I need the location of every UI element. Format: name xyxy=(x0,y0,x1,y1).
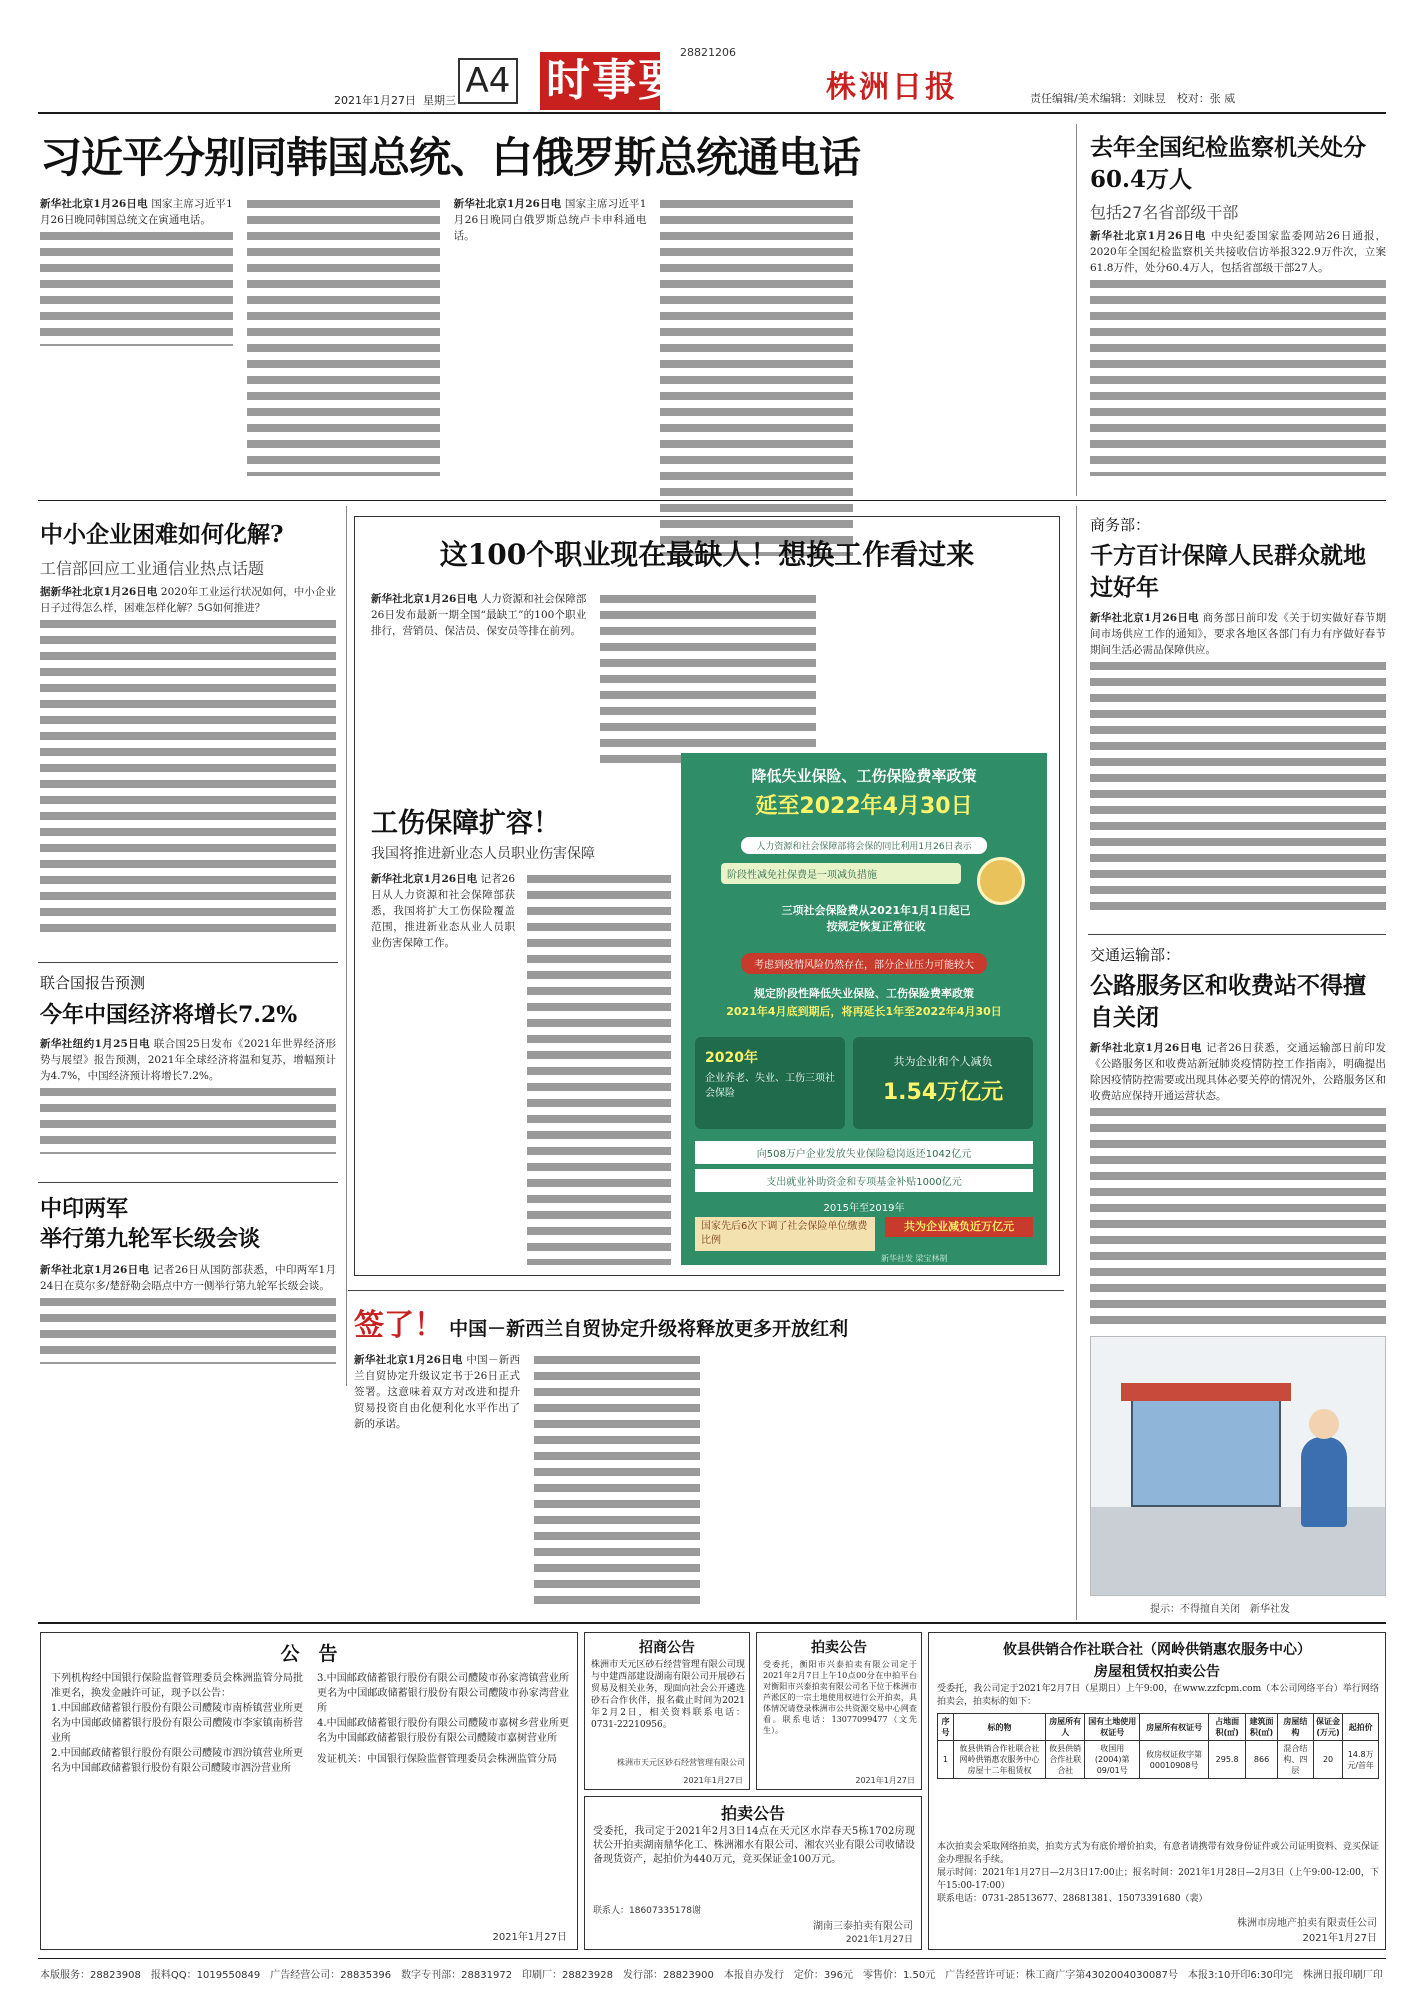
transport-text-lines xyxy=(1090,1104,1386,1324)
infographic-row2: 支出就业补助资金和专项基金补贴1000亿元 xyxy=(695,1169,1033,1192)
auction1-date: 2021年1月27日 xyxy=(855,1776,915,1785)
economy-tag: 联合国报告预测 xyxy=(40,974,146,992)
infographic-card-right xyxy=(853,1037,1033,1129)
fta-body xyxy=(354,1352,1060,1606)
footer-rule xyxy=(38,1958,1386,1959)
sme-body xyxy=(40,584,336,952)
lease-contact: 联系电话：0731-28513677、28681381、15073391680（裴） xyxy=(937,1894,1208,1904)
auction1-ad xyxy=(756,1632,922,1790)
infographic-foot-right: 共为企业减负近万亿元 xyxy=(885,1217,1033,1237)
military-text-lines xyxy=(40,1294,336,1364)
divider-right-top xyxy=(1076,124,1077,496)
transport-headline: 公路服务区和收费站不得擅自关闭 xyxy=(1090,972,1366,1031)
notice-body xyxy=(51,1671,569,1925)
infographic-banner: 人力资源和社会保障部将会保的同比利用1月26日表示 xyxy=(741,837,987,854)
infographic-item1: 阶段性减免社保费是一项减负措施 xyxy=(721,863,961,884)
infographic-item4: 规定阶段性降低失业保险、工伤保险费率政策 xyxy=(754,987,974,1000)
notice-issuer: 发证机关：中国银行保险监督管理委员会株洲监管分局 xyxy=(317,1754,557,1765)
masthead xyxy=(0,0,1420,116)
lease-td: 20 xyxy=(1313,1741,1343,1779)
sme-subhead: 工信部回应工业通信业热点话题 xyxy=(40,559,265,578)
jobs-box xyxy=(354,516,1060,1276)
lease-date: 2021年1月27日 xyxy=(1302,1933,1377,1944)
lease-table xyxy=(937,1713,1379,1779)
ads-rule xyxy=(38,1622,1386,1624)
masthead-rule xyxy=(38,112,1386,114)
lease-table-header xyxy=(938,1714,1379,1741)
lead-text-lines-2 xyxy=(247,196,440,476)
lead-para-1: 新华社北京1月26日电 国家主席习近平1月26日晚同韩国总统文在寅通电话。 xyxy=(40,198,233,226)
injury-para: 新华社北京1月26日电 记者26日从人力资源和社会保障部获悉，我国将扩大工伤保险覆盖范围，推进新业态从业人员职业伤害保障工作。 xyxy=(371,873,515,949)
auction2-ad xyxy=(584,1796,922,1950)
military-body xyxy=(40,1262,336,1380)
commerce-headline: 千方百计保障人民群众就地过好年 xyxy=(1090,542,1366,601)
lead-para-2: 新华社北京1月26日电 国家主席习近平1月26日晚同白俄罗斯总统卢卡申科通电话。 xyxy=(453,198,647,242)
lead-body xyxy=(40,196,1060,496)
notice-title: 公 告 xyxy=(280,1643,338,1665)
divider-col-right xyxy=(1076,506,1077,1620)
infographic-row1: 向508万户企业发放失业保险稳岗返还1042亿元 xyxy=(695,1141,1033,1164)
divider-mid-1 xyxy=(38,500,1386,501)
cartoon-figure xyxy=(1301,1437,1347,1527)
lease-th: 房屋所有权证号 xyxy=(1140,1714,1209,1741)
discipline-body xyxy=(1090,228,1386,490)
notice-date: 2021年1月27日 xyxy=(492,1932,567,1943)
card-left-year: 2020年 xyxy=(705,1050,758,1066)
discipline-headline: 去年全国纪检监察机关处分60.4万人 xyxy=(1090,134,1366,193)
discipline-subhead: 包括27名省部级干部 xyxy=(1090,203,1239,222)
economy-headline: 今年中国经济将增长7.2% xyxy=(40,1002,298,1028)
lease-td: 收国用(2004)第09/01号 xyxy=(1085,1741,1140,1779)
lease-td: 攸县供销合作社联合社网岭供销惠农服务中心房屋十二年租赁权 xyxy=(953,1741,1045,1779)
military-headline-2: 举行第九轮军长级会谈 xyxy=(40,1226,261,1252)
hotline: 28821206 xyxy=(680,46,736,59)
notice-item-4: 4.中国邮政储蓄银行股份有限公司醴陵市嘉树乡营业所更名为中国邮政储蓄银行股份有限公司醴陵市嘉树营业所 xyxy=(317,1718,569,1744)
lease-td: 866 xyxy=(1246,1741,1278,1779)
economy-text-lines xyxy=(40,1084,336,1154)
lease-th: 房屋结构 xyxy=(1278,1714,1314,1741)
lease-td: 攸县供销合作社联合社 xyxy=(1046,1741,1085,1779)
notice-item-2: 2.中国邮政储蓄银行股份有限公司醴陵市泗汾镇营业所更名为中国邮政储蓄银行股份有限公司醴陵市泗汾营业所 xyxy=(51,1748,303,1774)
commerce-text-lines xyxy=(1090,658,1386,918)
jobs-text-lines xyxy=(600,591,815,771)
cartoon-gate xyxy=(1131,1397,1281,1507)
jobs-headline: 这100个职业现在最缺人！想换工作看过来 xyxy=(439,538,975,571)
lead-headline: 习近平分别同韩国总统、白俄罗斯总统通电话 xyxy=(40,133,861,182)
paper-logo: 株洲日报 xyxy=(826,70,958,105)
lead-text-lines-3 xyxy=(660,196,853,556)
discipline-para: 新华社北京1月26日电 中央纪委国家监委网站26日通报，2020年全国纪检监察机关共接收信访举报322.9万件次，立案61.8万件，处分60.4万人，包括省部级干部27人。 xyxy=(1090,230,1386,274)
footer-text: 本版服务：28823908 报料QQ：1019550849 广告经营公司：28835396 数字专刊部：28831972 印刷厂：28823928 发行部：28823900 本报自办发行 定价：396元 零售价：1.50元 广告经营许可证：株工商广字第4302004030087号 本报3:10开印6:30印完 株洲日报印刷厂印 xyxy=(40,1970,1383,1981)
lease-td: 14.8万元/首年 xyxy=(1343,1741,1379,1779)
divider-col-left xyxy=(346,506,347,1386)
recruit-signer: 株洲市天元区砂石经营管理有限公司 xyxy=(617,1758,745,1767)
transport-body xyxy=(1090,1040,1386,1328)
page-number: A4 xyxy=(458,58,518,104)
recruit-body: 株洲市天元区砂石经营管理有限公司现与中建西部建设湖南有限公司开展砂石贸易及相关业务，现面向社会公开遴选砂石合作伙伴，报名截止时间为2021年2月2日，相关资料联系电话：0731-22210956。 xyxy=(591,1660,745,1730)
editors-credit: 责任编辑/美术编辑：刘昧昱 校对：张 威 xyxy=(1030,92,1236,105)
fta-para: 新华社北京1月26日电 中国－新西兰自贸协定升级议定书于26日正式签署。这意味着双方对改进和提升贸易投资自由化便利化水平作出了新的承诺。 xyxy=(354,1354,521,1430)
lease-th: 房屋所有人 xyxy=(1046,1714,1085,1741)
lease-th: 序号 xyxy=(938,1714,954,1741)
jobs-para: 新华社北京1月26日电 人力资源和社会保障部26日发布最新一期全国“最缺工”的100个职业排行，营销员、保洁员、保安员等排在前列。 xyxy=(371,593,587,637)
lease-dates: 展示时间：2021年1月27日—2月3日17:00止；报名时间：2021年1月28日—2月3日（上午9:00-12:00，下午15:00-17:00） xyxy=(937,1868,1379,1891)
fta-headline xyxy=(354,1300,1060,1344)
cartoon-roof xyxy=(1121,1383,1291,1401)
lease-ad xyxy=(928,1632,1386,1950)
recruit-title: 招商公告 xyxy=(639,1640,695,1656)
fta-text-lines xyxy=(534,1352,700,1606)
military-para: 新华社北京1月26日电 记者26日从国防部获悉，中印两军1月24日在莫尔多/楚舒勒会晤点中方一侧举行第九轮军长级会谈。 xyxy=(40,1264,336,1292)
fta-headline-rest: 中国－新西兰自贸协定升级将释放更多开放红利 xyxy=(449,1318,849,1340)
infographic-item2: 三项社会保险费从2021年1月1日起已按规定恢复正常征收 xyxy=(781,904,971,933)
commerce-body xyxy=(1090,610,1386,924)
injury-text-lines xyxy=(527,871,671,1265)
transport-tag: 交通运输部： xyxy=(1090,946,1181,964)
sme-text-lines xyxy=(40,616,336,936)
date-text: 2021年1月27日 星期三 xyxy=(334,94,456,107)
sme-para: 据新华社北京1月26日电 2020年工业运行状况如何，中小企业日子过得怎么样，困难怎样化解？5G如何推进？ xyxy=(40,586,336,614)
section-title-text: 时事要闻 xyxy=(546,55,730,106)
lease-td: 295.8 xyxy=(1209,1741,1246,1779)
lease-notes-text: 本次拍卖会采取网络拍卖，拍卖方式为有底价增价拍卖，有意者请携带有效身份证件或公司证明资料、竞买保证金办理报名手续。 xyxy=(937,1842,1379,1865)
auction1-body: 受委托，衡阳市兴泰拍卖有限公司定于2021年2月7日上午10点00分在中拍平台对衡阳市兴泰拍卖有限公司名下位于株洲市芦淞区的一宗土地使用权进行公开拍卖，具体情况请登录株洲市公共资源交易中心网查看。联系电话：13077099477（文先生）。 xyxy=(763,1660,917,1735)
auction2-title: 拍卖公告 xyxy=(720,1804,785,1823)
infographic-credit: 新华社发 梁宝林制 xyxy=(881,1254,948,1263)
infographic-foot-left: 国家先后6次下调了社会保险单位缴费比例 xyxy=(695,1217,875,1251)
recruit-date: 2021年1月27日 xyxy=(683,1776,743,1785)
lease-th: 保证金(万元) xyxy=(1313,1714,1343,1741)
lease-company: 株洲市房地产拍卖有限责任公司 xyxy=(1237,1918,1377,1929)
lead-text-lines-1 xyxy=(40,228,233,346)
lease-title-1: 攸县供销合作社联合社（网岭供销惠农服务中心） xyxy=(1003,1642,1311,1658)
divider-right-2 xyxy=(1088,934,1386,935)
cartoon-image xyxy=(1090,1336,1386,1596)
infographic-period: 2015年至2019年 xyxy=(823,1203,905,1214)
notice-intro: 下列机构经中国银行保险监督管理委员会株洲监管分局批准更名，换发金融许可证，现予以公告： xyxy=(51,1673,303,1699)
lease-th: 建筑面积(㎡) xyxy=(1246,1714,1278,1741)
table-row xyxy=(938,1741,1379,1779)
auction2-phone: 联系人：18607335178谢 xyxy=(593,1906,701,1916)
lease-td: 1 xyxy=(938,1741,954,1779)
jobs-body xyxy=(371,591,1045,771)
infographic xyxy=(681,753,1047,1265)
economy-body xyxy=(40,1036,336,1168)
infographic-item5: 2021年4月底到期后，将再延长1年至2022年4月30日 xyxy=(726,1005,1002,1018)
lease-td: 混合结构、四层 xyxy=(1278,1741,1314,1779)
auction2-signer: 湖南三泰拍卖有限公司 xyxy=(813,1921,913,1932)
lease-th: 标的物 xyxy=(953,1714,1045,1741)
lease-intro: 受委托，我公司定于2021年2月7日（星期日）上午9:00，在www.zzfcpm.com（本公司网络平台）举行网络拍卖会，拍卖标的如下： xyxy=(937,1684,1379,1707)
auction2-body: 受委托，我司定于2021年2月3日14点在天元区水岸春天5栋1702房现状公开拍卖湖南鼎华化工、株洲湘水有限公司、湘农兴业有限公司收储设备现货资产，起拍价为440万元，竞买保证金100万元。 xyxy=(593,1826,915,1865)
lease-title-2: 房屋租赁权拍卖公告 xyxy=(1094,1664,1220,1680)
injury-body xyxy=(371,871,671,1265)
economy-para: 新华社纽约1月25日电 联合国25日发布《2021年世界经济形势与展望》报告预测，2021年全球经济将温和复苏，增幅预计为4.7%，中国经济预计将增长7.2%。 xyxy=(40,1038,336,1082)
notice-ad xyxy=(40,1632,578,1950)
infographic-item3: 考虑到疫情风险仍然存在，部分企业压力可能较大 xyxy=(741,953,987,974)
discipline-text-lines xyxy=(1090,276,1386,476)
lease-td: 攸房权证攸字第00010908号 xyxy=(1140,1741,1209,1779)
commerce-tag: 商务部： xyxy=(1090,516,1151,534)
lease-th: 国有土地使用权证号 xyxy=(1085,1714,1140,1741)
injury-subhead: 我国将推进新业态人员职业伤害保障 xyxy=(371,846,595,862)
commerce-para: 新华社北京1月26日电 商务部日前印发《关于切实做好春节期间市场供应工作的通知》，要求各地区各部门有力有序做好春节期间生活必需品保障供应。 xyxy=(1090,612,1386,656)
auction2-date: 2021年1月27日 xyxy=(845,1935,913,1945)
lease-th: 起拍价 xyxy=(1343,1714,1379,1741)
sme-headline: 中小企业困难如何化解? xyxy=(40,521,284,548)
photo-caption: 提示：不得擅自关闭 新华社发 xyxy=(1150,1604,1290,1615)
fta-headline-lead: 签了！ xyxy=(354,1308,444,1343)
notice-item-1: 1.中国邮政储蓄银行股份有限公司醴陵市南桥镇营业所更名为中国邮政储蓄银行股份有限公司醴陵市李家镇南桥营业所 xyxy=(51,1703,303,1744)
card-right-label: 共为企业和个人减负 xyxy=(893,1055,993,1068)
card-left-text: 企业养老、失业、工伤三项社会保险 xyxy=(705,1073,835,1099)
divider-left-1 xyxy=(38,962,338,963)
infographic-title-1: 降低失业保险、工伤保险费率政策 xyxy=(751,767,977,785)
card-right-value: 1.54万亿元 xyxy=(882,1080,1004,1105)
auction1-title: 拍卖公告 xyxy=(811,1640,867,1656)
recruit-ad xyxy=(584,1632,750,1790)
military-headline-1: 中印两军 xyxy=(40,1196,129,1222)
infographic-coins-icon xyxy=(977,857,1025,905)
divider-fta xyxy=(348,1290,1064,1291)
injury-headline: 工伤保障扩容！ xyxy=(371,808,560,839)
infographic-title-2: 延至2022年4月30日 xyxy=(755,794,973,819)
divider-left-2 xyxy=(38,1182,338,1183)
cartoon-head xyxy=(1309,1409,1339,1439)
lease-th: 占地面积(㎡) xyxy=(1209,1714,1246,1741)
transport-para: 新华社北京1月26日电 记者26日获悉，交通运输部日前印发《公路服务区和收费站新冠肺炎疫情防控工作指南》，明确提出除因疫情防控需要或出现具体必要关停的情况外，公路服务区和收费站应保持开通运营状态。 xyxy=(1090,1042,1386,1102)
notice-item-3: 3.中国邮政储蓄银行股份有限公司醴陵市孙家湾镇营业所更名为中国邮政储蓄银行股份有限公司醴陵市孙家湾营业所 xyxy=(317,1673,569,1714)
infographic-card-left xyxy=(695,1037,845,1129)
